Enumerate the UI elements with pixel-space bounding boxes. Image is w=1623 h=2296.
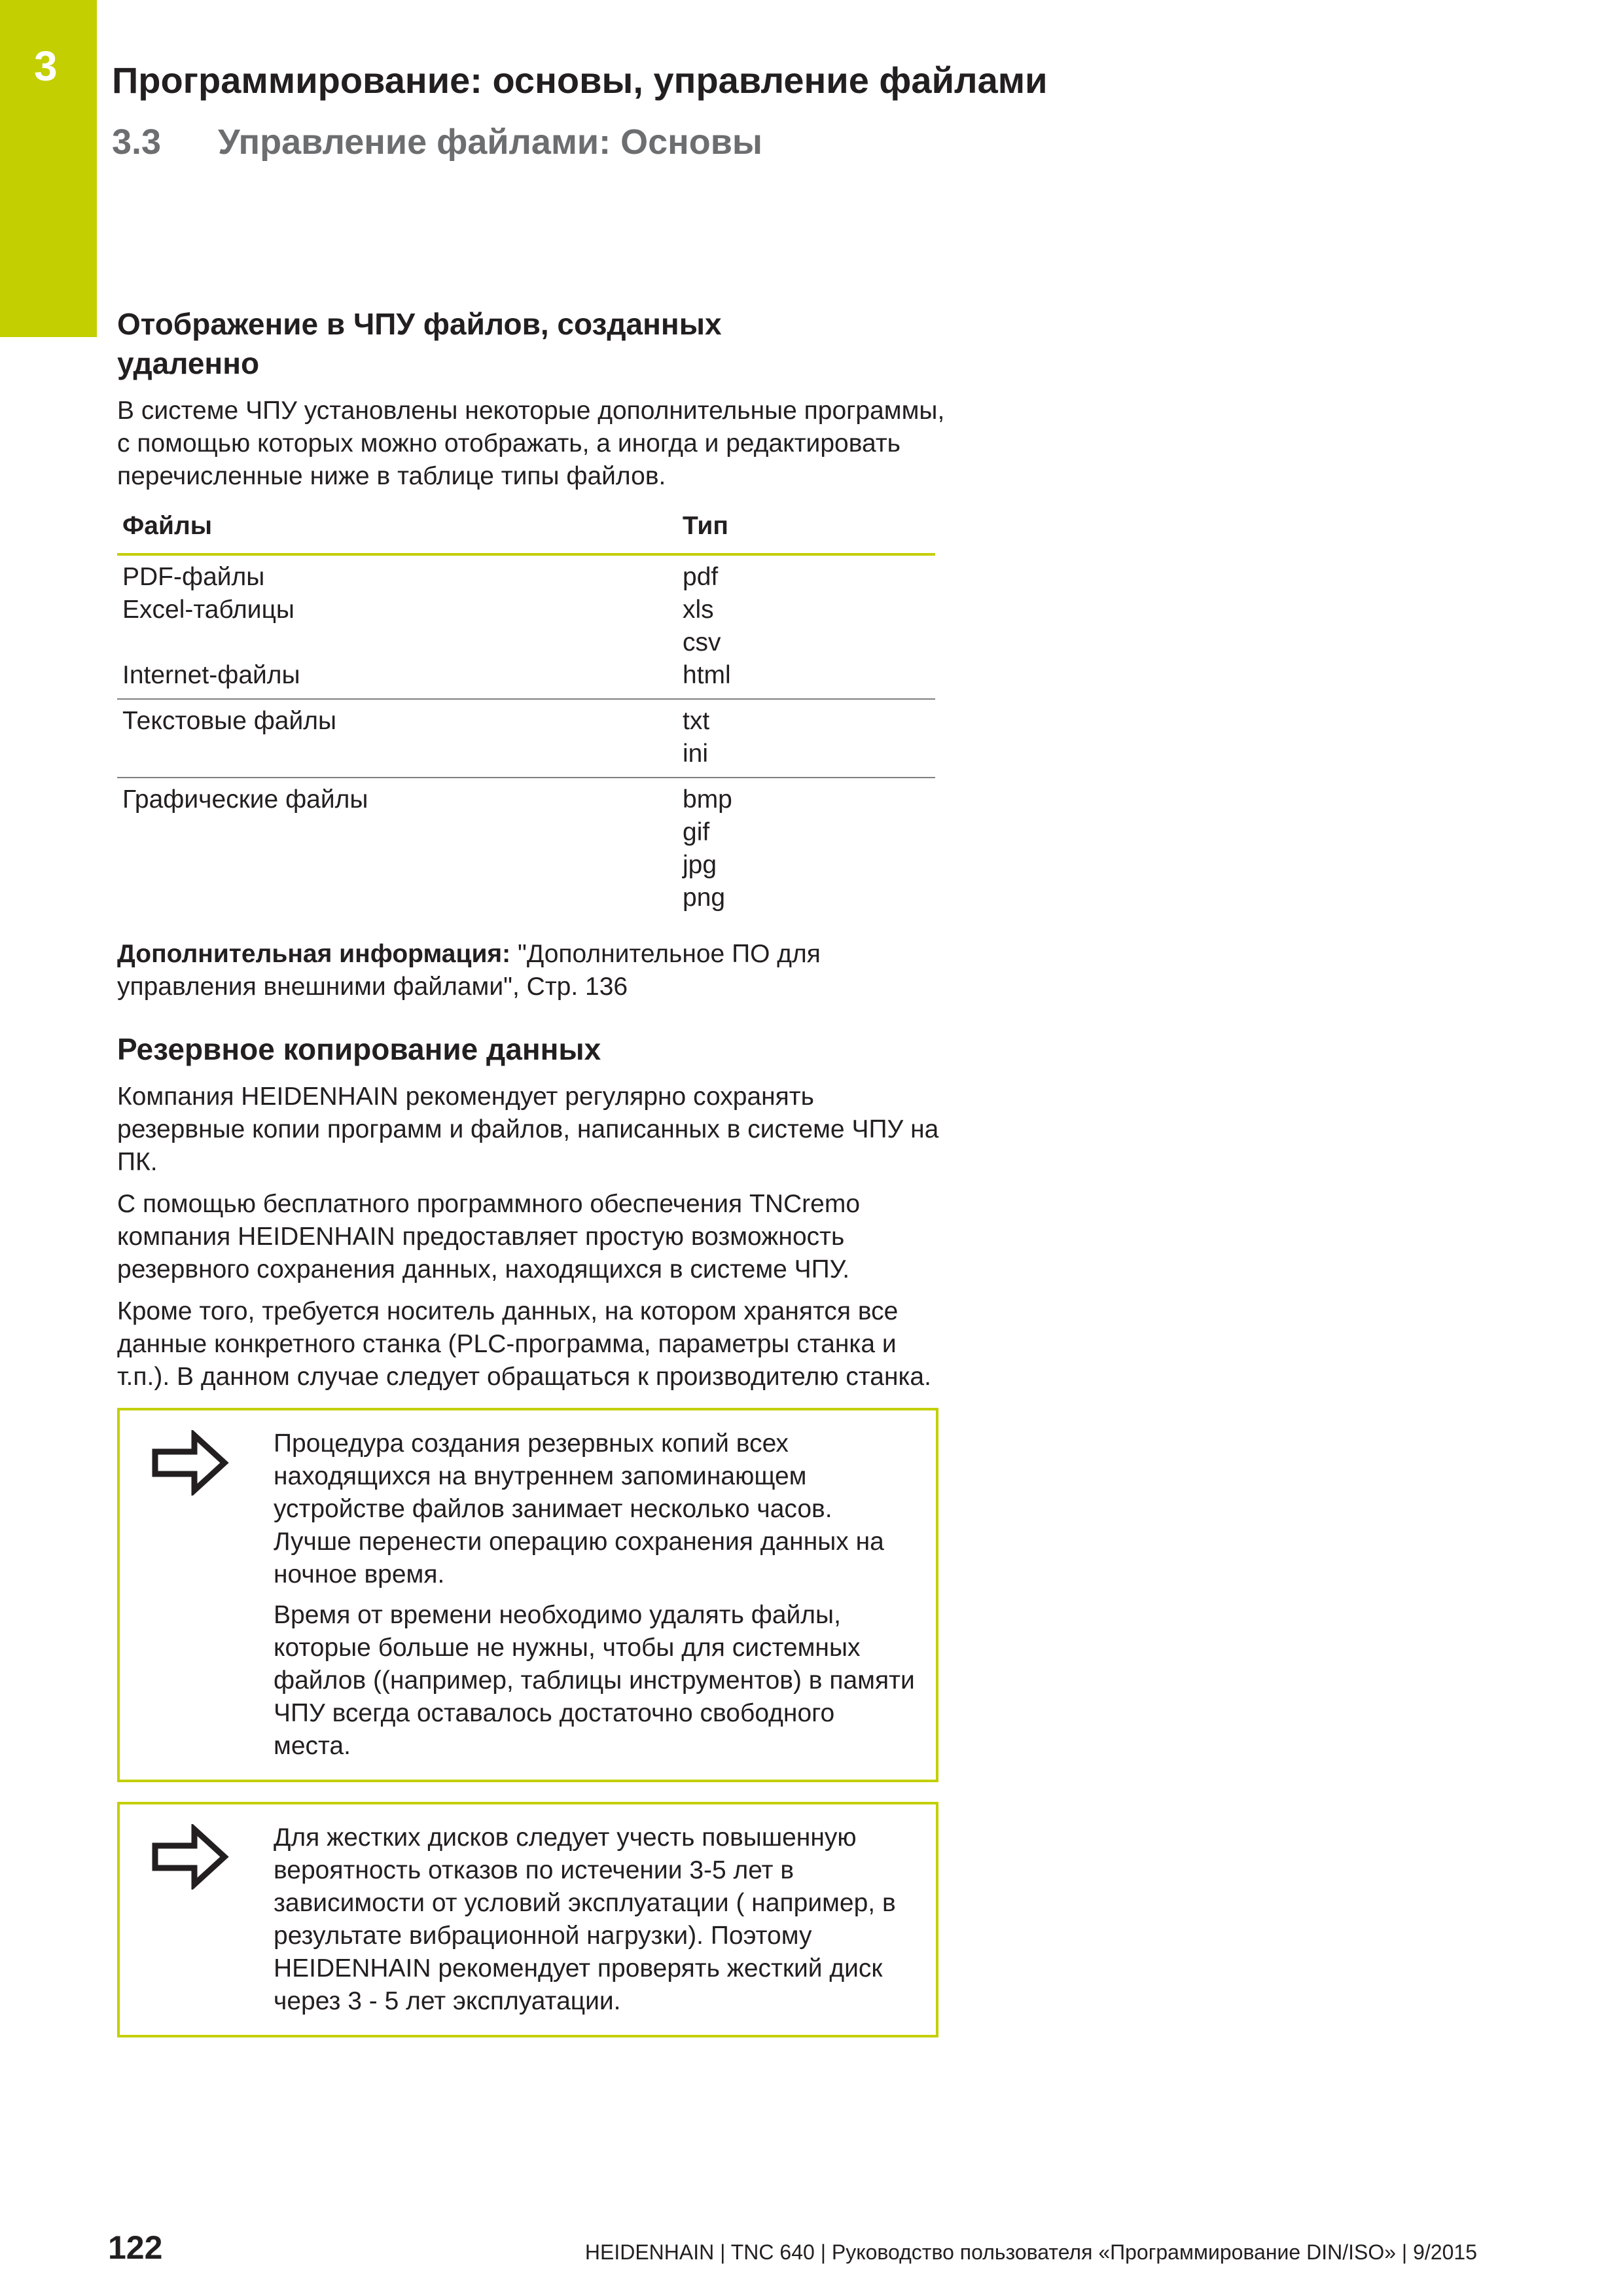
backup-paragraph: Компания HEIDENHAIN рекомендует регулярно сохранять резервные копии программ и файлов, написанных в системе ЧПУ на ПК. [117, 1083, 939, 1176]
more-info-paragraph [117, 938, 945, 1003]
file-types-table [117, 506, 935, 921]
note-text [274, 1427, 916, 1763]
heading-backup: Резервное копирование данных [117, 1032, 601, 1066]
file-label: Графические файлы [122, 785, 368, 814]
backup-paragraph: Кроме того, требуется носитель данных, на котором хранятся все данные конкретного станка (PLC-программа, параметры станка и т.п.). В данном случае следует обращаться к производителю станка. [117, 1297, 931, 1391]
right-arrow-outline-icon [151, 1824, 230, 1890]
table-row [117, 778, 935, 921]
more-info-label: Дополнительная информация: [117, 940, 511, 968]
file-type: ini [683, 740, 709, 768]
note-box [117, 1802, 938, 2037]
section-title: Управление файлами: Основы [218, 122, 763, 162]
table-row [117, 554, 935, 698]
file-label: Excel-таблицы [122, 596, 294, 624]
file-label: Internet-файлы [122, 661, 300, 689]
note-box [117, 1408, 938, 1782]
file-type: gif [683, 818, 710, 846]
chapter-tab [0, 0, 97, 337]
table-cell-type [677, 699, 935, 777]
table-cell-files [117, 778, 677, 921]
footer-text: HEIDENHAIN | TNC 640 | Руководство пользователя «Программирование DIN/ISO» | 9/2015 [584, 2240, 1477, 2264]
file-type: txt [683, 707, 710, 735]
table-cell-files [117, 554, 677, 698]
note-paragraph: Время от времени необходимо удалять файлы, которые больше не нужны, чтобы для системных файлов ((например, таблицы инструментов) в памяти ЧПУ всегда оставалось достаточно свободного места. [274, 1601, 915, 1760]
table-cell-type [677, 554, 935, 698]
chapter-title: Программирование: основы, управление файлами [112, 60, 1048, 101]
file-label: PDF-файлы [122, 563, 265, 591]
right-arrow-outline-icon [151, 1430, 230, 1496]
column-header-files: Файлы [117, 506, 677, 554]
page-number: 122 [108, 2229, 163, 2266]
file-type: png [683, 884, 726, 912]
more-info-link-text[interactable]: "Дополнительное ПО для управления внешними файлами", Стр. 136 [117, 940, 821, 1001]
file-type: csv [683, 628, 721, 656]
note-paragraph: Для жестких дисков следует учесть повышенную вероятность отказов по истечении 3-5 лет в зависимости от условий эксплуатации ( например, в результате вибрационной нагрузки). Поэтому HEIDENHAIN рекомендует проверять жесткий диск через 3 - 5 лет эксплуатации. [274, 1823, 896, 2015]
note-paragraph: Процедура создания резервных копий всех находящихся на внутреннем запоминающем устройстве файлов занимает несколько часов. Лучше перенести операцию сохранения данных на ночное время. [274, 1429, 884, 1588]
section-number: 3.3 [112, 122, 162, 162]
file-type: html [683, 661, 731, 689]
file-type: pdf [683, 563, 719, 591]
page-content [117, 304, 945, 2037]
table-cell-type [677, 778, 935, 921]
file-type: xls [683, 596, 714, 624]
backup-paragraph: С помощью бесплатного программного обеспечения TNCremo компания HEIDENHAIN предоставляет простую возможность резервного сохранения данных, находящихся в системе ЧПУ. [117, 1190, 861, 1283]
table-row [117, 699, 935, 777]
table-header-row [117, 506, 935, 554]
chapter-number: 3 [34, 43, 58, 90]
note-text [274, 1821, 916, 2018]
table-cell-files [117, 699, 677, 777]
column-header-type: Тип [677, 506, 935, 554]
file-type: jpg [683, 851, 717, 879]
file-type: bmp [683, 785, 732, 814]
intro-paragraph: В системе ЧПУ установлены некоторые дополнительные программы, с помощью которых можно отображать, а иногда и редактировать перечисленные ниже в таблице типы файлов. [117, 397, 945, 490]
file-label: Текстовые файлы [122, 707, 337, 735]
file-label [122, 626, 672, 659]
heading-remote-files: Отображение в ЧПУ файлов, созданных удаленно [117, 307, 722, 380]
